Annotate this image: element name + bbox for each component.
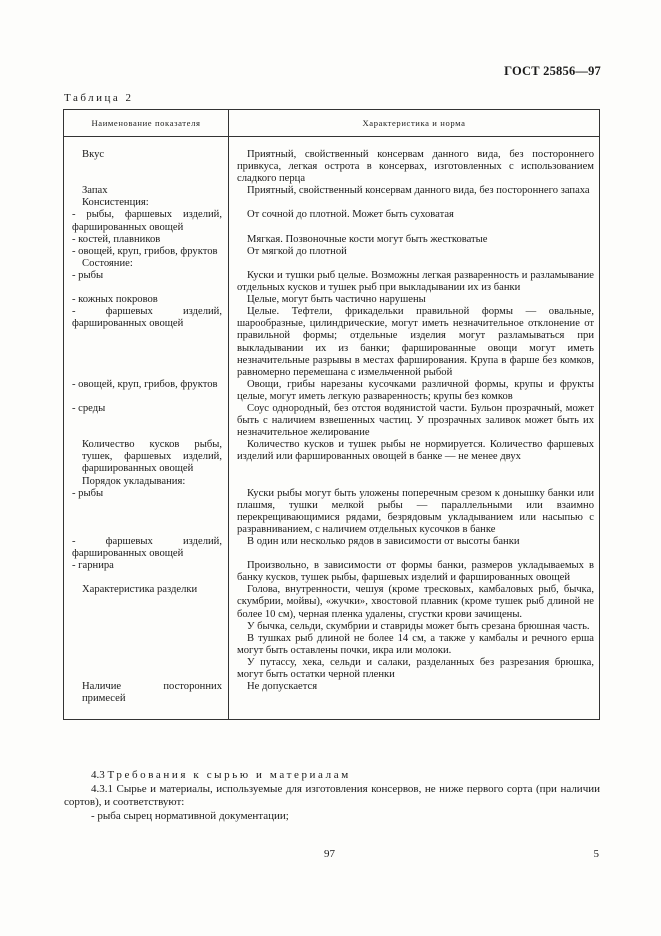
- table-row: [64, 234, 600, 246]
- indicator-cell: [64, 294, 229, 306]
- indicator-name: - гарнира: [72, 560, 114, 572]
- indicator-cell: [64, 306, 229, 379]
- characteristic-text: Куски и тушки рыб целые. Возможны легкая разваренность и разламывание отдельных кусков и тушек рыб при выкладывании их из банки: [237, 269, 594, 294]
- indicator-cell: [64, 137, 229, 186]
- indicator-cell: [64, 536, 229, 560]
- indicator-name: - рыбы: [72, 487, 104, 499]
- indicator-name: Запах: [82, 185, 108, 197]
- indicator-name: - костей, плавников: [72, 233, 161, 245]
- page-number-right: 5: [593, 848, 599, 860]
- characteristic-cell: [229, 379, 600, 403]
- characteristic-cell: [229, 197, 600, 233]
- table-header-row: [64, 110, 600, 137]
- indicator-cell: [64, 476, 229, 536]
- indicator-name: Характеристика разделки: [82, 584, 198, 596]
- indicator-name: Наличие посторонних примесей: [82, 681, 222, 705]
- indicator-cell: [64, 584, 229, 681]
- table-row: [64, 681, 600, 720]
- indicator-name: Вкус: [82, 149, 105, 160]
- characteristic-text: От мягкой до плотной: [247, 245, 347, 257]
- characteristic-cell: [229, 258, 600, 294]
- indicator-name: - фаршевых изделий, фаршированных овощей: [72, 306, 222, 330]
- indicator-cell: [64, 185, 229, 197]
- indicator-name: - овощей, круп, грибов, фруктов: [72, 245, 218, 257]
- page-number-center: 97: [324, 848, 335, 860]
- indicator-name: Количество кусков рыбы, тушек, фаршевых изделий, фаршированных овощей: [82, 439, 222, 475]
- indicator-cell: [64, 246, 229, 258]
- characteristic-text: У путассу, хека, сельди и салаки, разделанных без разрезания брюшка, могут быть остатки черной пленки: [237, 656, 594, 681]
- indicator-cell: [64, 234, 229, 246]
- column-header-indicator: Наименование показателя: [64, 110, 229, 137]
- characteristic-cell: [229, 439, 600, 475]
- table-row: [64, 476, 600, 536]
- characteristic-cell: [229, 137, 600, 186]
- table-row: [64, 306, 600, 379]
- characteristic-cell: [229, 246, 600, 258]
- table-row: [64, 584, 600, 681]
- indicator-name: - рыбы, фаршевых изделий, фаршированных овощей: [72, 209, 222, 233]
- characteristic-cell: [229, 681, 600, 720]
- characteristic-text: Голова, внутренности, чешуя (кроме тресковых, камбаловых рыб, бычка, скумбрии, мойвы), «жучки», хвостовой плавник (кроме тушек рыб длиной не более 10 см), черная пленка удалены, сгустки крови зачищены.: [237, 584, 594, 620]
- indicator-name: - овощей, круп, грибов, фруктов: [72, 378, 218, 390]
- table-row: [64, 197, 600, 233]
- indicator-name: Порядок укладывания:: [82, 475, 186, 487]
- characteristic-text: В один или несколько рядов в зависимости от высоты банки: [247, 536, 520, 547]
- table-row: [64, 246, 600, 258]
- section-title: Требования к сырью и материалам: [107, 769, 351, 781]
- indicator-name: - среды: [72, 402, 106, 414]
- indicator-name: - кожных покровов: [72, 294, 158, 306]
- table-body: [64, 137, 600, 720]
- characteristic-text: Куски рыбы могут быть уложены поперечным срезом к донышку банки или плашмя, тушки мелкой рыбы — параллельными или взаимно перекрещивающимися рядами, безрядовым укладыванием или насыпью с разравниванием, с наличием отдельных кусочков в банке: [237, 487, 594, 535]
- section-4-3: [64, 769, 600, 823]
- characteristic-cell: [229, 584, 600, 681]
- list-item: - рыба сырец нормативной документации;: [91, 809, 289, 822]
- characteristic-cell: [229, 476, 600, 536]
- table-row: [64, 560, 600, 584]
- characteristic-text: Овощи, грибы нарезаны кусочками различной формы, крупы и фрукты целые, могут иметь легкую разваренность; крупы без комков: [237, 378, 594, 402]
- indicator-cell: [64, 681, 229, 720]
- table-row: [64, 403, 600, 439]
- quality-table: [63, 109, 600, 720]
- indicator-cell: [64, 439, 229, 475]
- characteristic-text: Приятный, свойственный консервам данного вида, без постороннего запаха: [247, 185, 590, 197]
- characteristic-cell: [229, 294, 600, 306]
- characteristic-text: Произвольно, в зависимости от формы банки, размеров укладываемых в банку кусков, тушек рыбы, фаршевых изделий и фаршированных овощей: [237, 560, 594, 584]
- indicator-name: - рыбы: [72, 269, 104, 281]
- characteristic-cell: [229, 306, 600, 379]
- characteristic-text: Целые, могут быть частично нарушены: [247, 294, 426, 306]
- characteristic-text: Приятный, свойственный консервам данного вида, без постороннего привкуса, легкая острота в консервах, изготовленных с использованием сладкого перца: [237, 149, 594, 185]
- indicator-name: Состояние:: [82, 257, 133, 269]
- characteristic-text: Целые. Тефтели, фрикадельки правильной формы — овальные, шарообразные, цилиндрические, могут иметь незначительное отклонение от правильной формы; отдельные изделия могут разламываться при выкладывании их из банки; фаршированные овощи могут иметь незначительные разрывы в местах фарширования. Крупа в фарше без комков, равномерно перемешана с измельченной рыбой: [237, 306, 594, 378]
- table-row: [64, 536, 600, 560]
- indicator-cell: [64, 560, 229, 584]
- indicator-name: Консистенция:: [82, 197, 149, 209]
- characteristic-cell: [229, 185, 600, 197]
- characteristic-text: От сочной до плотной. Может быть суховатая: [247, 209, 454, 221]
- characteristic-text: У бычка, сельди, скумбрии и ставриды может быть срезана брюшная часть.: [247, 620, 590, 632]
- table-label: Таблица 2: [64, 92, 134, 104]
- section-heading: [64, 769, 600, 783]
- paragraph-4-3-1: 4.3.1 Сырье и материалы, используемые для изготовления консервов, не ниже первого сорта (при наличии сортов), и соответствуют:: [64, 782, 600, 808]
- column-header-characteristic: Характеристика и норма: [229, 110, 600, 137]
- indicator-cell: [64, 258, 229, 294]
- table-row: [64, 258, 600, 294]
- indicator-cell: [64, 403, 229, 439]
- characteristic-text: Количество кусков и тушек рыбы не нормируется. Количество фаршевых изделий или фаршированных овощей в банке — не менее двух: [237, 439, 594, 463]
- table-row: [64, 379, 600, 403]
- characteristic-cell: [229, 234, 600, 246]
- characteristic-cell: [229, 536, 600, 560]
- document-id: ГОСТ 25856—97: [504, 64, 601, 78]
- characteristic-text: Соус однородный, без отстоя водянистой части. Бульон прозрачный, может быть с наличием взвешенных частиц. У прозрачных заливок может быть их незначительное желирование: [237, 402, 594, 439]
- characteristic-cell: [229, 403, 600, 439]
- characteristic-text: В тушках рыб длиной не более 14 см, а также у камбалы и речного ерша могут быть оставлены почки, икра или молоки.: [237, 632, 594, 656]
- table-row: [64, 137, 600, 186]
- characteristic-text: Мягкая. Позвоночные кости могут быть жестковатые: [247, 233, 488, 245]
- characteristic-cell: [229, 560, 600, 584]
- table-row: [64, 294, 600, 306]
- indicator-cell: [64, 379, 229, 403]
- table-row: [64, 185, 600, 197]
- indicator-cell: [64, 197, 229, 233]
- characteristic-text: Не допускается: [247, 681, 318, 693]
- table-row: [64, 439, 600, 475]
- indicator-name: - фаршевых изделий, фаршированных овощей: [72, 536, 222, 560]
- section-number: 4.3: [91, 769, 105, 781]
